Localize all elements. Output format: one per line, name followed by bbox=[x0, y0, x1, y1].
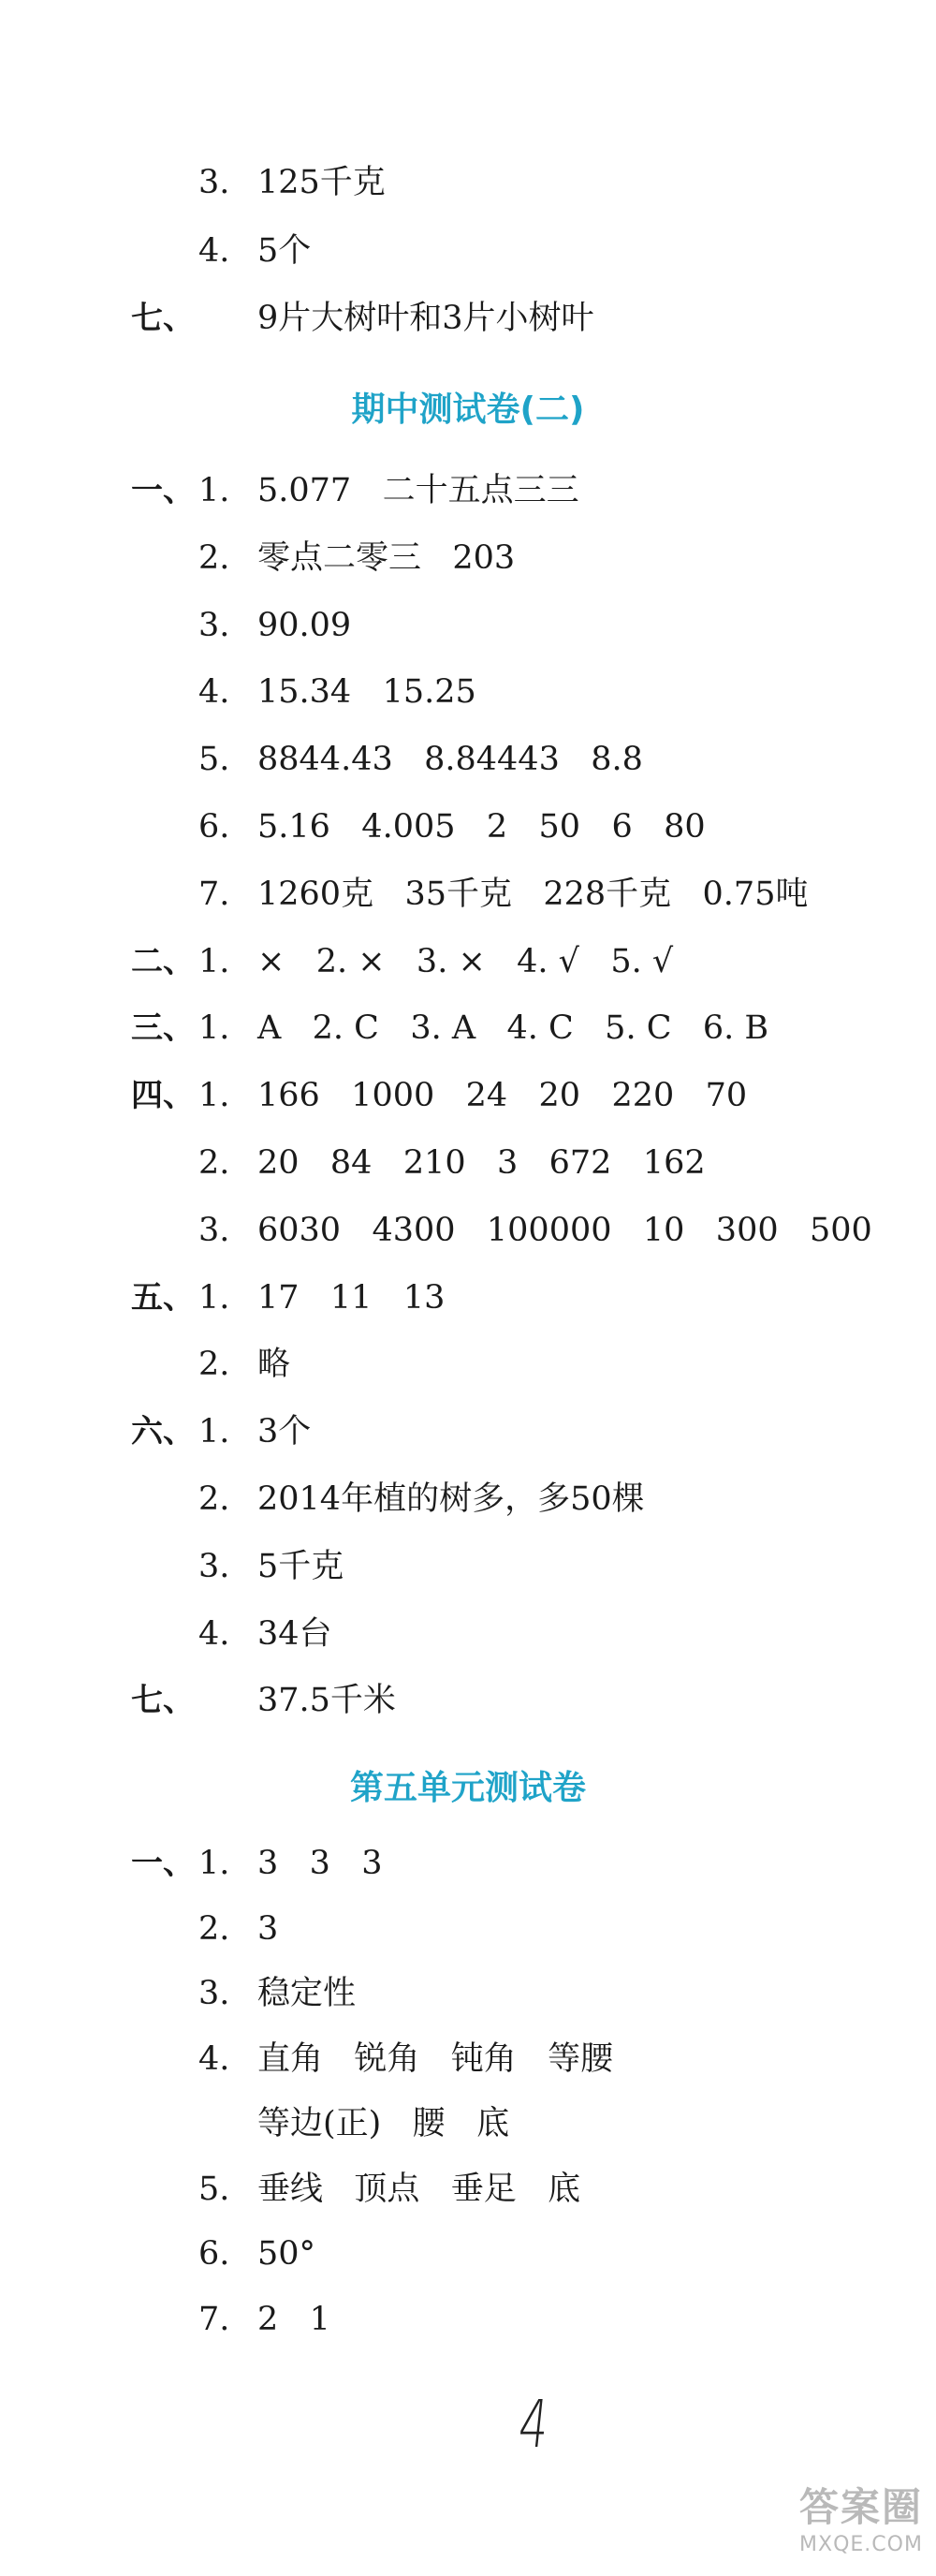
item-number: 7. bbox=[198, 875, 230, 913]
answer-text: 8844.43 8.84443 8.8 bbox=[257, 741, 643, 779]
answer-line bbox=[0, 2096, 936, 2152]
answer-line bbox=[0, 1901, 936, 1957]
answer-text: 零点二零三 203 bbox=[257, 538, 516, 577]
answer-line bbox=[0, 731, 936, 788]
answer-line bbox=[0, 664, 936, 720]
answer-line bbox=[0, 1067, 936, 1124]
answer-line bbox=[0, 1835, 936, 1892]
answer-text: 125千克 bbox=[257, 164, 386, 201]
answer-line bbox=[0, 1965, 936, 2022]
answer-text: 略 bbox=[257, 1346, 291, 1384]
item-number: 5. bbox=[198, 2170, 230, 2208]
watermark-logo-text: 答案圈 bbox=[798, 2484, 923, 2530]
item-number: 2. bbox=[198, 1909, 230, 1948]
answer-text: 5.077 二十五点三三 bbox=[257, 472, 579, 509]
item-number: 3. bbox=[198, 1547, 230, 1585]
answer-line bbox=[0, 1471, 936, 1527]
section-title: 第五单元测试卷 bbox=[349, 1769, 586, 1807]
answer-line bbox=[0, 223, 936, 279]
item-number: 1. bbox=[198, 1845, 230, 1882]
section-marker: 三、 bbox=[131, 1009, 195, 1048]
answer-text: 20 84 210 3 672 162 bbox=[257, 1144, 706, 1182]
item-number: 4. bbox=[198, 232, 230, 270]
item-number: 4. bbox=[198, 1614, 230, 1653]
item-number: 1. bbox=[198, 472, 230, 509]
answer-line bbox=[0, 2291, 936, 2348]
answer-text: 90.09 bbox=[257, 606, 352, 644]
item-number: 1. bbox=[198, 1009, 230, 1048]
watermark bbox=[796, 2481, 927, 2566]
item-number: 2. bbox=[198, 1346, 230, 1384]
answer-text: 5个 bbox=[257, 232, 312, 270]
section-marker: 四、 bbox=[131, 1077, 195, 1115]
page-number: 4 bbox=[515, 2386, 553, 2463]
answer-line bbox=[0, 1606, 936, 1662]
item-number: 1. bbox=[198, 942, 230, 980]
answer-text: 50° bbox=[257, 2235, 316, 2273]
answer-text: 15.34 15.25 bbox=[257, 673, 476, 712]
answer-line bbox=[0, 597, 936, 654]
answer-text: 17 11 13 bbox=[257, 1278, 446, 1317]
answer-text: 3 bbox=[257, 1909, 279, 1948]
answer-text: 等边(正) 腰 底 bbox=[257, 2105, 510, 2142]
answer-text: 34台 bbox=[257, 1614, 332, 1653]
section-title: 期中测试卷(二) bbox=[351, 390, 585, 429]
item-number: 3. bbox=[198, 1975, 230, 2012]
answer-line bbox=[0, 799, 936, 855]
answer-text: 2 1 bbox=[257, 2300, 330, 2338]
item-number: 1. bbox=[198, 1077, 230, 1115]
answer-text: 稳定性 bbox=[257, 1975, 357, 2012]
answer-text: 166 1000 24 20 220 70 bbox=[257, 1077, 748, 1115]
item-number: 5. bbox=[198, 741, 230, 779]
item-number: 3. bbox=[198, 606, 230, 644]
answer-line bbox=[0, 1000, 936, 1056]
answer-line bbox=[0, 2226, 936, 2282]
answer-text: 3个 bbox=[257, 1413, 312, 1451]
answer-text: 2014年植的树多，多50棵 bbox=[257, 1480, 645, 1518]
item-number: 1. bbox=[198, 1278, 230, 1317]
answer-text: 直角 锐角 钝角 等腰 bbox=[257, 2039, 614, 2078]
watermark-url: MXQE.COM bbox=[799, 2533, 923, 2556]
answer-line bbox=[0, 866, 936, 922]
item-number: 4. bbox=[198, 2039, 230, 2078]
item-number: 4. bbox=[198, 673, 230, 712]
item-number: 3. bbox=[198, 164, 230, 201]
section-marker: 六、 bbox=[131, 1413, 195, 1451]
item-number: 3. bbox=[198, 1211, 230, 1249]
item-number: 2. bbox=[198, 1144, 230, 1182]
answer-text: 6030 4300 100000 10 300 500 bbox=[257, 1211, 872, 1249]
answer-text: 5千克 bbox=[257, 1547, 344, 1585]
answer-line bbox=[0, 1538, 936, 1595]
answer-line bbox=[0, 2031, 936, 2087]
section-marker: 七、 bbox=[131, 300, 195, 337]
item-number: 6. bbox=[198, 2235, 230, 2273]
answer-line bbox=[0, 1336, 936, 1392]
answer-text: 37.5千米 bbox=[257, 1682, 396, 1720]
answer-line bbox=[0, 1270, 936, 1326]
section-marker: 二、 bbox=[131, 942, 195, 980]
item-number: 7. bbox=[198, 2300, 230, 2338]
answer-text: 9片大树叶和3片小树叶 bbox=[257, 300, 594, 337]
answer-line bbox=[0, 155, 936, 211]
item-number: 6. bbox=[198, 808, 230, 846]
answer-line bbox=[0, 290, 936, 346]
item-number: 2. bbox=[198, 1480, 230, 1518]
answer-line bbox=[0, 530, 936, 586]
section-marker: 五、 bbox=[131, 1278, 195, 1317]
item-number: 1. bbox=[198, 1413, 230, 1451]
answer-text: 垂线 顶点 垂足 底 bbox=[257, 2170, 581, 2208]
answer-text: 5.16 4.005 2 50 6 80 bbox=[257, 808, 706, 846]
section-marker: 一、 bbox=[131, 472, 195, 509]
item-number: 2. bbox=[198, 538, 230, 577]
section-marker: 七、 bbox=[131, 1682, 195, 1720]
answer-text: 3 3 3 bbox=[257, 1845, 383, 1882]
answer-line bbox=[0, 2161, 936, 2217]
answer-line bbox=[0, 1672, 936, 1729]
section-marker: 一、 bbox=[131, 1845, 195, 1882]
answer-line bbox=[0, 1135, 936, 1191]
answer-line bbox=[0, 463, 936, 519]
answer-line bbox=[0, 1202, 936, 1259]
answer-line bbox=[0, 1404, 936, 1460]
answer-line bbox=[0, 934, 936, 990]
answer-text: A 2. C 3. A 4. C 5. C 6. B bbox=[257, 1009, 769, 1048]
answer-text: × 2. × 3. × 4. √ 5. √ bbox=[257, 942, 674, 980]
answer-text: 1260克 35千克 228千克 0.75吨 bbox=[257, 875, 809, 913]
